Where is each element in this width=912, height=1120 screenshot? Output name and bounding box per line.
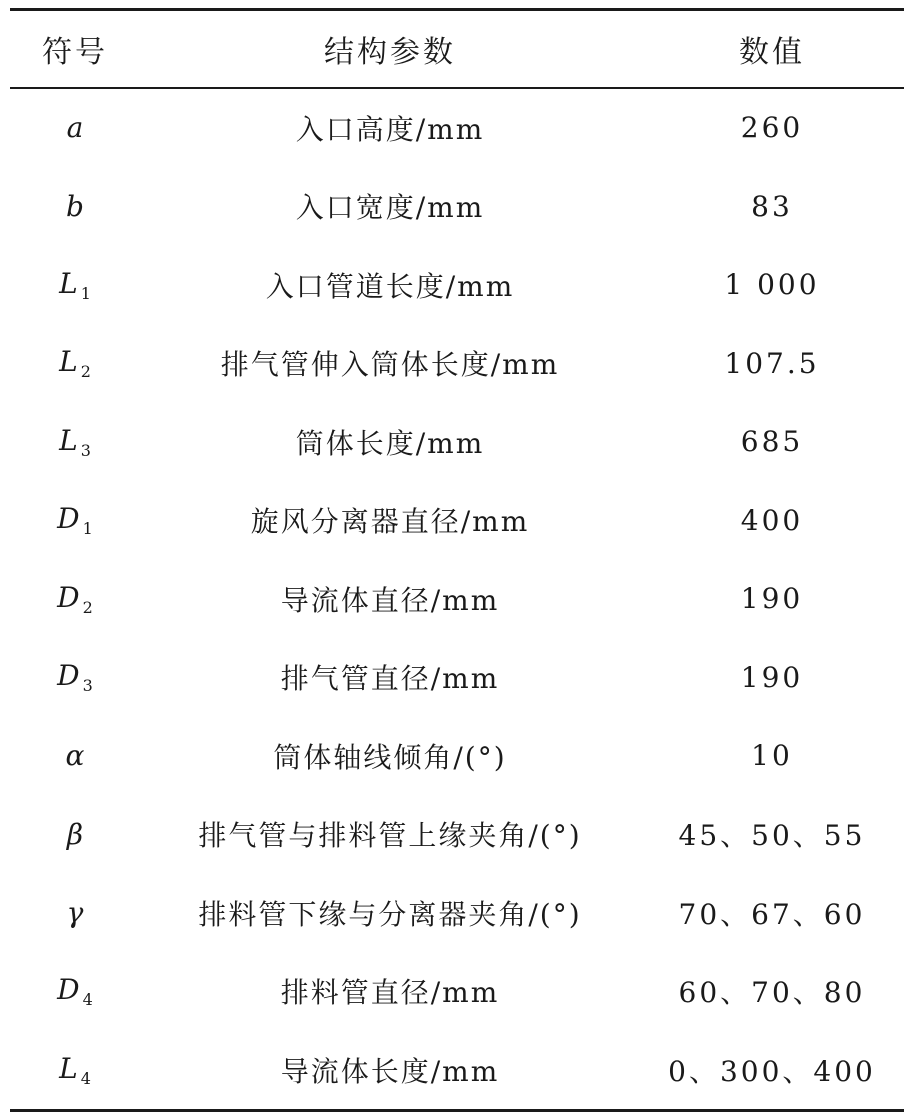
table-bottom-rule (10, 1109, 904, 1112)
header-value: 数值 (739, 35, 805, 70)
symbol-letter: D $_3$ (57, 659, 93, 696)
symbol-subscript: 1 (80, 283, 91, 303)
table-row (10, 560, 904, 639)
row-value: 685 (740, 425, 804, 459)
symbol-letter: D $_1$ (57, 502, 93, 539)
row-symbol (10, 111, 140, 144)
table-row (10, 481, 904, 560)
row-parameter: 排气管与排料管上缘夹角/(°) (198, 819, 582, 853)
row-value: 1 000 (724, 268, 820, 302)
row-value: 70、67、60 (678, 897, 866, 931)
symbol-subscript: 4 (82, 990, 93, 1010)
table-row (10, 89, 904, 168)
table-header-row (10, 11, 904, 87)
row-value: 60、70、80 (678, 976, 866, 1010)
row-value: 190 (740, 582, 804, 616)
row-parameter: 排料管直径/mm (280, 976, 500, 1010)
row-symbol (10, 896, 140, 929)
row-symbol (10, 659, 140, 695)
row-value: 0、300、400 (668, 1054, 876, 1088)
row-parameter: 筒体长度/mm (295, 426, 485, 460)
table-row (10, 874, 904, 953)
symbol-letter: D $_2$ (57, 580, 93, 617)
row-symbol (10, 190, 140, 223)
row-parameter: 排气管伸入筒体长度/mm (220, 348, 560, 382)
symbol-letter: D $_4$ (57, 973, 93, 1010)
symbol-letter: L $_2$ (59, 345, 91, 382)
row-value: 190 (740, 660, 804, 694)
table-row (10, 638, 904, 717)
row-symbol (10, 973, 140, 1009)
symbol-subscript: 3 (82, 676, 93, 696)
symbol-subscript: 3 (80, 440, 91, 460)
row-parameter: 入口宽度/mm (295, 191, 485, 225)
row-symbol (10, 581, 140, 617)
row-symbol (10, 424, 140, 460)
symbol-letter: L $_3$ (59, 423, 91, 460)
row-symbol (10, 818, 140, 851)
symbol-letter: α (65, 739, 85, 773)
row-symbol (10, 502, 140, 538)
header-parameter: 结构参数 (324, 35, 456, 70)
row-parameter: 排气管直径/mm (280, 662, 500, 696)
row-value: 10 (751, 739, 793, 773)
symbol-subscript: 1 (82, 519, 93, 539)
symbol-subscript: 4 (80, 1068, 91, 1088)
row-symbol (10, 739, 140, 772)
row-symbol (10, 345, 140, 381)
row-parameter: 入口管道长度/mm (265, 269, 515, 303)
table-row (10, 952, 904, 1031)
row-parameter: 入口高度/mm (295, 112, 485, 146)
row-parameter: 排料管下缘与分离器夹角/(°) (198, 897, 582, 931)
table-row (10, 324, 904, 403)
row-symbol (10, 267, 140, 303)
symbol-letter: b (66, 189, 84, 223)
row-parameter: 导流体长度/mm (280, 1054, 500, 1088)
table-row (10, 1031, 904, 1110)
row-parameter: 筒体轴线倾角/(°) (273, 740, 507, 774)
row-symbol (10, 1052, 140, 1088)
row-parameter: 旋风分离器直径/mm (250, 505, 530, 539)
table-row (10, 717, 904, 796)
symbol-letter: γ (66, 896, 84, 930)
table-row (10, 167, 904, 246)
row-value: 107.5 (724, 346, 820, 380)
symbol-letter: L $_4$ (59, 1051, 91, 1088)
symbol-letter: L $_1$ (59, 266, 91, 303)
symbol-subscript: 2 (82, 597, 93, 617)
row-parameter: 导流体直径/mm (280, 583, 500, 617)
row-value: 45、50、55 (678, 819, 866, 853)
table-row (10, 403, 904, 482)
row-value: 83 (751, 189, 793, 223)
symbol-letter: β (66, 817, 84, 851)
row-value: 260 (740, 111, 804, 145)
symbol-letter: a (66, 111, 84, 145)
header-symbol: 符号 (42, 35, 108, 70)
parameter-table (10, 8, 904, 1112)
row-value: 400 (740, 503, 804, 537)
symbol-subscript: 2 (80, 362, 91, 382)
table-row (10, 795, 904, 874)
table-row (10, 246, 904, 325)
table-body (10, 89, 904, 1110)
